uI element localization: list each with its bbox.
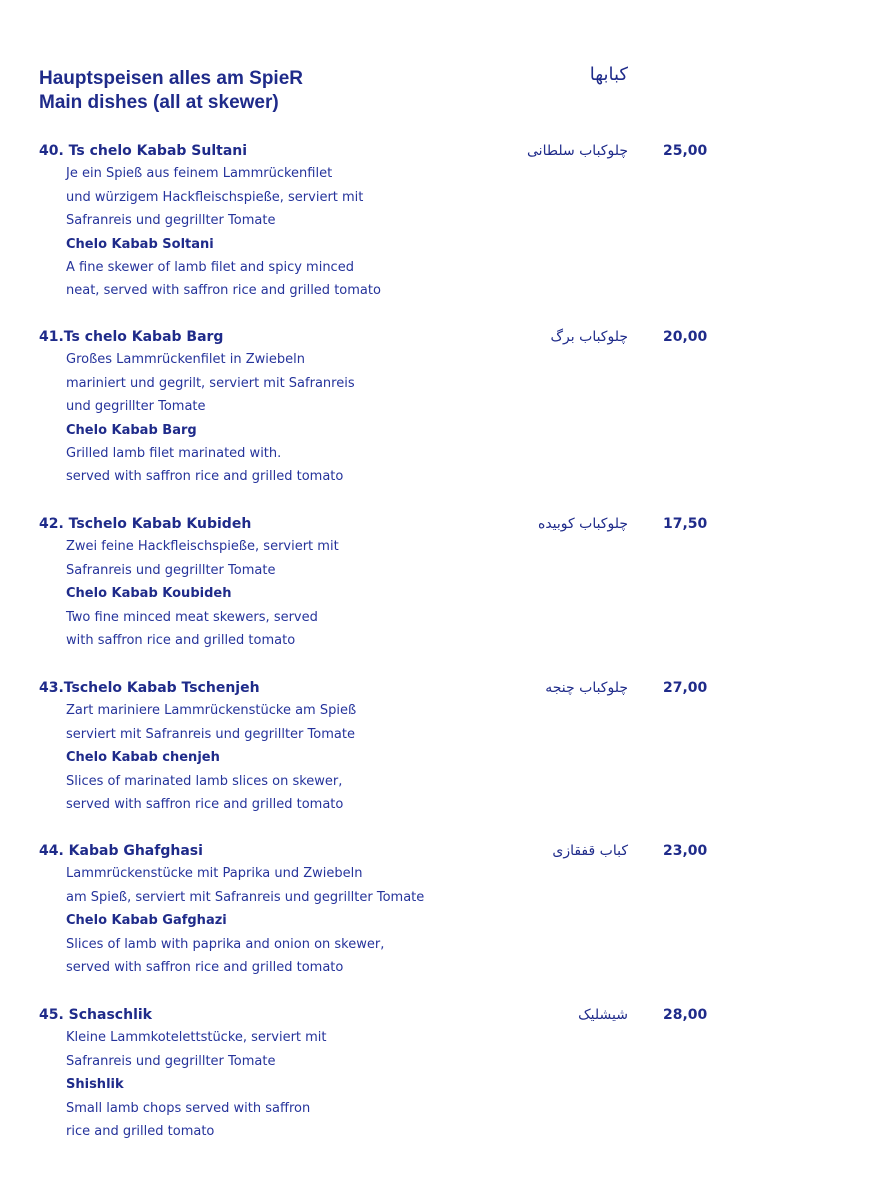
dish-name: 44. Kabab Ghafghasi [39, 843, 203, 859]
description-german-line: Je ein Spieß aus feinem Lammrückenfilet [66, 166, 333, 182]
description-english-line: A fine skewer of lamb filet and spicy minced [66, 260, 354, 275]
description-english-line: rice and grilled tomato [66, 1124, 215, 1139]
dish-name-persian: کباب قفقازی [552, 843, 628, 859]
dish-name: 41.Ts chelo Kabab Barg [39, 329, 224, 345]
section-title-german: Hauptspeisen alles am SpieR [39, 68, 303, 89]
dish-price: 28,00 [663, 1007, 708, 1023]
description-german-line: Safranreis und gegrillter Tomate [66, 1053, 276, 1069]
dish-name-persian: چلوکباب برگ [550, 329, 628, 345]
dish-subtitle: Shishlik [66, 1077, 124, 1093]
section-title-english: Main dishes (all at skewer) [39, 92, 279, 113]
dish-name: 43.Tschelo Kabab Tschenjeh [39, 680, 260, 696]
dish-subtitle: Chelo Kabab Barg [66, 422, 197, 438]
dish-subtitle: Chelo Kabab Gafghazi [66, 913, 227, 929]
description-german-line: Kleine Lammkotelettstücke, serviert mit [66, 1030, 327, 1046]
description-german-line: mariniert und gegrilt, serviert mit Safranreis [66, 375, 355, 391]
description-english-line: neat, served with saffron rice and grilled tomato [66, 283, 381, 299]
description-english-line: served with saffron rice and grilled tomato [66, 469, 344, 485]
description-english-line: with saffron rice and grilled tomato [66, 633, 296, 648]
dish-price: 23,00 [663, 843, 708, 859]
dish-subtitle: Chelo Kabab Koubideh [66, 586, 232, 602]
description-english-line: Two fine minced meat skewers, served [66, 609, 318, 625]
description-german-line: am Spieß, serviert mit Safranreis und gegrillter Tomate [66, 889, 425, 905]
dish-name-persian: چلوکباب چنجه [545, 680, 628, 696]
description-german-line: serviert mit Safranreis und gegrillter Tomate [66, 726, 355, 742]
description-english-line: Grilled lamb filet marinated with. [66, 446, 282, 461]
description-english-line: Small lamb chops served with saffron [66, 1100, 311, 1116]
dish-name: 40. Ts chelo Kabab Sultani [39, 143, 248, 159]
description-german-line: Safranreis und gegrillter Tomate [66, 213, 276, 229]
description-german-line: Safranreis und gegrillter Tomate [66, 562, 276, 578]
dish-name-persian: چلوکباب کوبیده [537, 516, 628, 532]
description-english-line: served with saffron rice and grilled tomato [66, 797, 344, 812]
dish-price: 25,00 [663, 143, 708, 159]
dish-name: 42. Tschelo Kabab Kubideh [39, 516, 252, 532]
dish-name-persian: شیشلیک [578, 1007, 628, 1023]
description-german-line: Zart mariniere Lammrückenstücke am Spieß [66, 703, 357, 719]
dish-name-persian: چلوکباب سلطانی [527, 143, 628, 159]
description-german-line: Lammrückenstücke mit Paprika und Zwiebeln [66, 866, 363, 882]
dish-subtitle: Chelo Kabab Soltani [66, 236, 214, 252]
description-english-line: Slices of lamb with paprika and onion on skewer, [66, 936, 385, 952]
dish-price: 20,00 [663, 329, 708, 345]
description-english-line: served with saffron rice and grilled tomato [66, 960, 344, 975]
description-german-line: und würzigem Hackfleischspieße, serviert mit [66, 189, 364, 205]
dish-price: 27,00 [663, 680, 708, 696]
dish-name: 45. Schaschlik [39, 1007, 152, 1023]
description-german-line: Zwei feine Hackfleischspieße, serviert mit [66, 539, 339, 555]
description-german-line: und gegrillter Tomate [66, 399, 206, 415]
description-english-line: Slices of marinated lamb slices on skewer, [66, 773, 343, 789]
dish-subtitle: Chelo Kabab chenjeh [66, 750, 220, 766]
dish-price: 17,50 [663, 516, 708, 532]
section-title-persian: کبابها [589, 64, 628, 85]
description-german-line: Großes Lammrückenfilet in Zwiebeln [66, 352, 306, 368]
